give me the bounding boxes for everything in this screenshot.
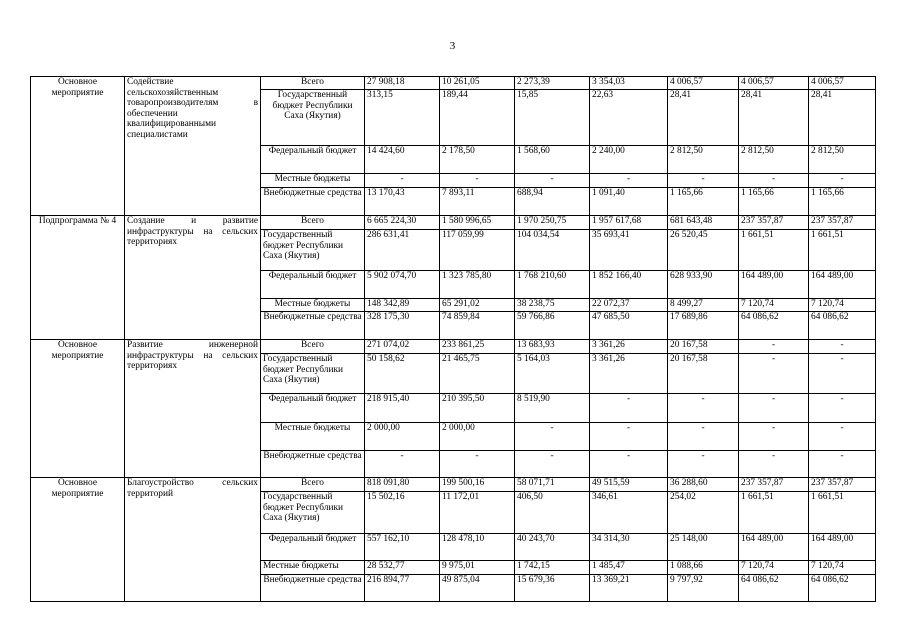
amount-cell: - (809, 423, 876, 451)
amount-cell: - (365, 451, 440, 478)
amount-cell: 64 086,62 (739, 312, 809, 340)
amount-cell: - (440, 451, 515, 478)
budget-table (30, 76, 876, 602)
amount-cell: - (440, 174, 515, 188)
amount-cell: 49 515,59 (590, 478, 668, 492)
funding-source: Местные бюджеты (261, 561, 365, 575)
funding-source: Государственный бюджет Республики Саха (Якутия) (261, 230, 365, 271)
amount-cell: 1 957 617,68 (590, 216, 668, 230)
amount-cell: 1 165,66 (739, 188, 809, 216)
amount-cell: 64 086,62 (739, 575, 809, 602)
funding-source: Местные бюджеты (261, 174, 365, 188)
amount-cell: 10 261,05 (440, 77, 515, 90)
amount-cell: 7 893,11 (440, 188, 515, 216)
funding-source: Всего (261, 478, 365, 492)
amount-cell: 25 148,00 (668, 534, 739, 561)
section-category: Основное мероприятие (31, 478, 125, 602)
amount-cell: - (809, 174, 876, 188)
amount-cell: 27 908,18 (365, 77, 440, 90)
funding-source: Внебюджетные средства (261, 575, 365, 602)
amount-cell: 2 000,00 (365, 423, 440, 451)
amount-cell: 2 812,50 (739, 146, 809, 174)
amount-cell: 237 357,87 (809, 478, 876, 492)
amount-cell: 15 679,36 (515, 575, 590, 602)
amount-cell: 4 006,57 (739, 77, 809, 90)
amount-cell: 3 361,26 (590, 340, 668, 354)
amount-cell: - (668, 451, 739, 478)
amount-cell: 36 288,60 (668, 478, 739, 492)
amount-cell: - (809, 451, 876, 478)
funding-source: Всего (261, 340, 365, 354)
table-row (31, 216, 876, 230)
amount-cell: 5 164,03 (515, 354, 590, 394)
amount-cell: 1 852 166,40 (590, 271, 668, 299)
amount-cell: 210 395,50 (440, 394, 515, 423)
amount-cell: 346,61 (590, 492, 668, 534)
amount-cell: 1 661,51 (809, 230, 876, 271)
section-category: Подпрограмма № 4 (31, 216, 125, 340)
amount-cell: 271 074,02 (365, 340, 440, 354)
amount-cell: - (668, 423, 739, 451)
amount-cell: 216 894,77 (365, 575, 440, 602)
amount-cell: 13 683,93 (515, 340, 590, 354)
amount-cell: - (739, 174, 809, 188)
funding-source: Государственный бюджет Республики Саха (Якутия) (261, 354, 365, 394)
amount-cell: 58 071,71 (515, 478, 590, 492)
amount-cell: 9 797,92 (668, 575, 739, 602)
amount-cell: 17 689,86 (668, 312, 739, 340)
amount-cell: - (739, 340, 809, 354)
amount-cell: 38 238,75 (515, 299, 590, 312)
amount-cell: 328 175,30 (365, 312, 440, 340)
section-category: Основное мероприятие (31, 340, 125, 478)
amount-cell: 681 643,48 (668, 216, 739, 230)
amount-cell: 14 424,60 (365, 146, 440, 174)
amount-cell: - (515, 423, 590, 451)
amount-cell: - (515, 174, 590, 188)
amount-cell: 3 361,26 (590, 354, 668, 394)
amount-cell: - (739, 394, 809, 423)
amount-cell: - (365, 174, 440, 188)
amount-cell: 1 088,66 (668, 561, 739, 575)
amount-cell: 22 072,37 (590, 299, 668, 312)
table-row (31, 340, 876, 354)
funding-source: Федеральный бюджет (261, 534, 365, 561)
amount-cell: 128 478,10 (440, 534, 515, 561)
amount-cell: 13 170,43 (365, 188, 440, 216)
amount-cell: 11 172,01 (440, 492, 515, 534)
amount-cell: - (809, 340, 876, 354)
amount-cell: 15,85 (515, 90, 590, 146)
amount-cell: 286 631,41 (365, 230, 440, 271)
amount-cell: 117 059,99 (440, 230, 515, 271)
funding-source: Местные бюджеты (261, 299, 365, 312)
amount-cell: - (809, 354, 876, 394)
amount-cell: 47 685,50 (590, 312, 668, 340)
amount-cell: 237 357,87 (739, 216, 809, 230)
amount-cell: 64 086,62 (809, 575, 876, 602)
amount-cell: 818 091,80 (365, 478, 440, 492)
amount-cell: 1 768 210,60 (515, 271, 590, 299)
amount-cell: 164 489,00 (809, 271, 876, 299)
amount-cell: 313,15 (365, 90, 440, 146)
amount-cell: 218 915,40 (365, 394, 440, 423)
amount-cell: 13 369,21 (590, 575, 668, 602)
funding-source: Всего (261, 216, 365, 230)
amount-cell: 233 861,25 (440, 340, 515, 354)
amount-cell: 199 500,16 (440, 478, 515, 492)
amount-cell: 1 323 785,80 (440, 271, 515, 299)
amount-cell: 22,63 (590, 90, 668, 146)
amount-cell: 148 342,89 (365, 299, 440, 312)
amount-cell: 28,41 (809, 90, 876, 146)
amount-cell: 1 661,51 (739, 230, 809, 271)
amount-cell: - (590, 451, 668, 478)
amount-cell: 2 812,50 (809, 146, 876, 174)
amount-cell: 64 086,62 (809, 312, 876, 340)
amount-cell: 237 357,87 (809, 216, 876, 230)
amount-cell: 28,41 (739, 90, 809, 146)
amount-cell: 4 006,57 (809, 77, 876, 90)
amount-cell: 4 006,57 (668, 77, 739, 90)
amount-cell: - (590, 174, 668, 188)
funding-source: Местные бюджеты (261, 423, 365, 451)
amount-cell: - (515, 451, 590, 478)
amount-cell: 7 120,74 (739, 299, 809, 312)
amount-cell: 1 091,40 (590, 188, 668, 216)
amount-cell: 1 742,15 (515, 561, 590, 575)
amount-cell: 164 489,00 (739, 271, 809, 299)
amount-cell: 49 875,04 (440, 575, 515, 602)
section-name: Развитие инженерной инфраструктуры на сельских территориях (125, 340, 261, 478)
amount-cell: 35 693,41 (590, 230, 668, 271)
amount-cell: 2 240,00 (590, 146, 668, 174)
amount-cell: 5 902 074,70 (365, 271, 440, 299)
amount-cell: 557 162,10 (365, 534, 440, 561)
amount-cell: 7 120,74 (809, 299, 876, 312)
table-row (31, 77, 876, 90)
amount-cell: 164 489,00 (809, 534, 876, 561)
funding-source: Внебюджетные средства (261, 451, 365, 478)
amount-cell: 688,94 (515, 188, 590, 216)
amount-cell: 189,44 (440, 90, 515, 146)
amount-cell: - (739, 423, 809, 451)
amount-cell: - (668, 394, 739, 423)
funding-source: Федеральный бюджет (261, 146, 365, 174)
amount-cell: 164 489,00 (739, 534, 809, 561)
amount-cell: - (590, 423, 668, 451)
amount-cell: 65 291,02 (440, 299, 515, 312)
amount-cell: 628 933,90 (668, 271, 739, 299)
amount-cell: 1 485,47 (590, 561, 668, 575)
table-row (31, 478, 876, 492)
amount-cell: 3 354,03 (590, 77, 668, 90)
amount-cell: 20 167,58 (668, 354, 739, 394)
amount-cell: 6 665 224,30 (365, 216, 440, 230)
amount-cell: - (809, 394, 876, 423)
amount-cell: 50 158,62 (365, 354, 440, 394)
funding-source: Внебюджетные средства (261, 188, 365, 216)
funding-source: Государственный бюджет Республики Саха (Якутия) (261, 90, 365, 146)
amount-cell: - (590, 394, 668, 423)
amount-cell: 26 520,45 (668, 230, 739, 271)
amount-cell: 1 165,66 (809, 188, 876, 216)
amount-cell: - (739, 451, 809, 478)
amount-cell: 1 165,66 (668, 188, 739, 216)
section-name: Создание и развитие инфраструктуры на сельских территориях (125, 216, 261, 340)
amount-cell: 2 273,39 (515, 77, 590, 90)
amount-cell: 34 314,30 (590, 534, 668, 561)
funding-source: Федеральный бюджет (261, 271, 365, 299)
amount-cell: 104 034,54 (515, 230, 590, 271)
amount-cell: 8 519,90 (515, 394, 590, 423)
amount-cell: 59 766,86 (515, 312, 590, 340)
funding-source: Государственный бюджет Республики Саха (Якутия) (261, 492, 365, 534)
amount-cell: 254,02 (668, 492, 739, 534)
amount-cell: - (739, 354, 809, 394)
section-name: Содействие сельскохозяйственным товаропроизводителям в обеспечении квалифицированными специалистами (125, 77, 261, 216)
amount-cell: - (668, 174, 739, 188)
amount-cell: 8 499,27 (668, 299, 739, 312)
funding-source: Внебюджетные средства (261, 312, 365, 340)
funding-source: Всего (261, 77, 365, 90)
amount-cell: 7 120,74 (809, 561, 876, 575)
amount-cell: 20 167,58 (668, 340, 739, 354)
amount-cell: 2 812,50 (668, 146, 739, 174)
amount-cell: 28 532,77 (365, 561, 440, 575)
amount-cell: 1 580 996,65 (440, 216, 515, 230)
amount-cell: 9 975,01 (440, 561, 515, 575)
funding-source: Федеральный бюджет (261, 394, 365, 423)
amount-cell: 1 970 250,75 (515, 216, 590, 230)
amount-cell: 74 859,84 (440, 312, 515, 340)
amount-cell: 40 243,70 (515, 534, 590, 561)
page-number: 3 (449, 40, 456, 52)
amount-cell: 28,41 (668, 90, 739, 146)
amount-cell: 1 661,51 (809, 492, 876, 534)
section-name: Благоустройство сельских территорий (125, 478, 261, 602)
amount-cell: 2 000,00 (440, 423, 515, 451)
amount-cell: 2 178,50 (440, 146, 515, 174)
amount-cell: 7 120,74 (739, 561, 809, 575)
amount-cell: 406,50 (515, 492, 590, 534)
amount-cell: 237 357,87 (739, 478, 809, 492)
section-category: Основное мероприятие (31, 77, 125, 216)
amount-cell: 1 568,60 (515, 146, 590, 174)
amount-cell: 1 661,51 (739, 492, 809, 534)
amount-cell: 21 465,75 (440, 354, 515, 394)
amount-cell: 15 502,16 (365, 492, 440, 534)
